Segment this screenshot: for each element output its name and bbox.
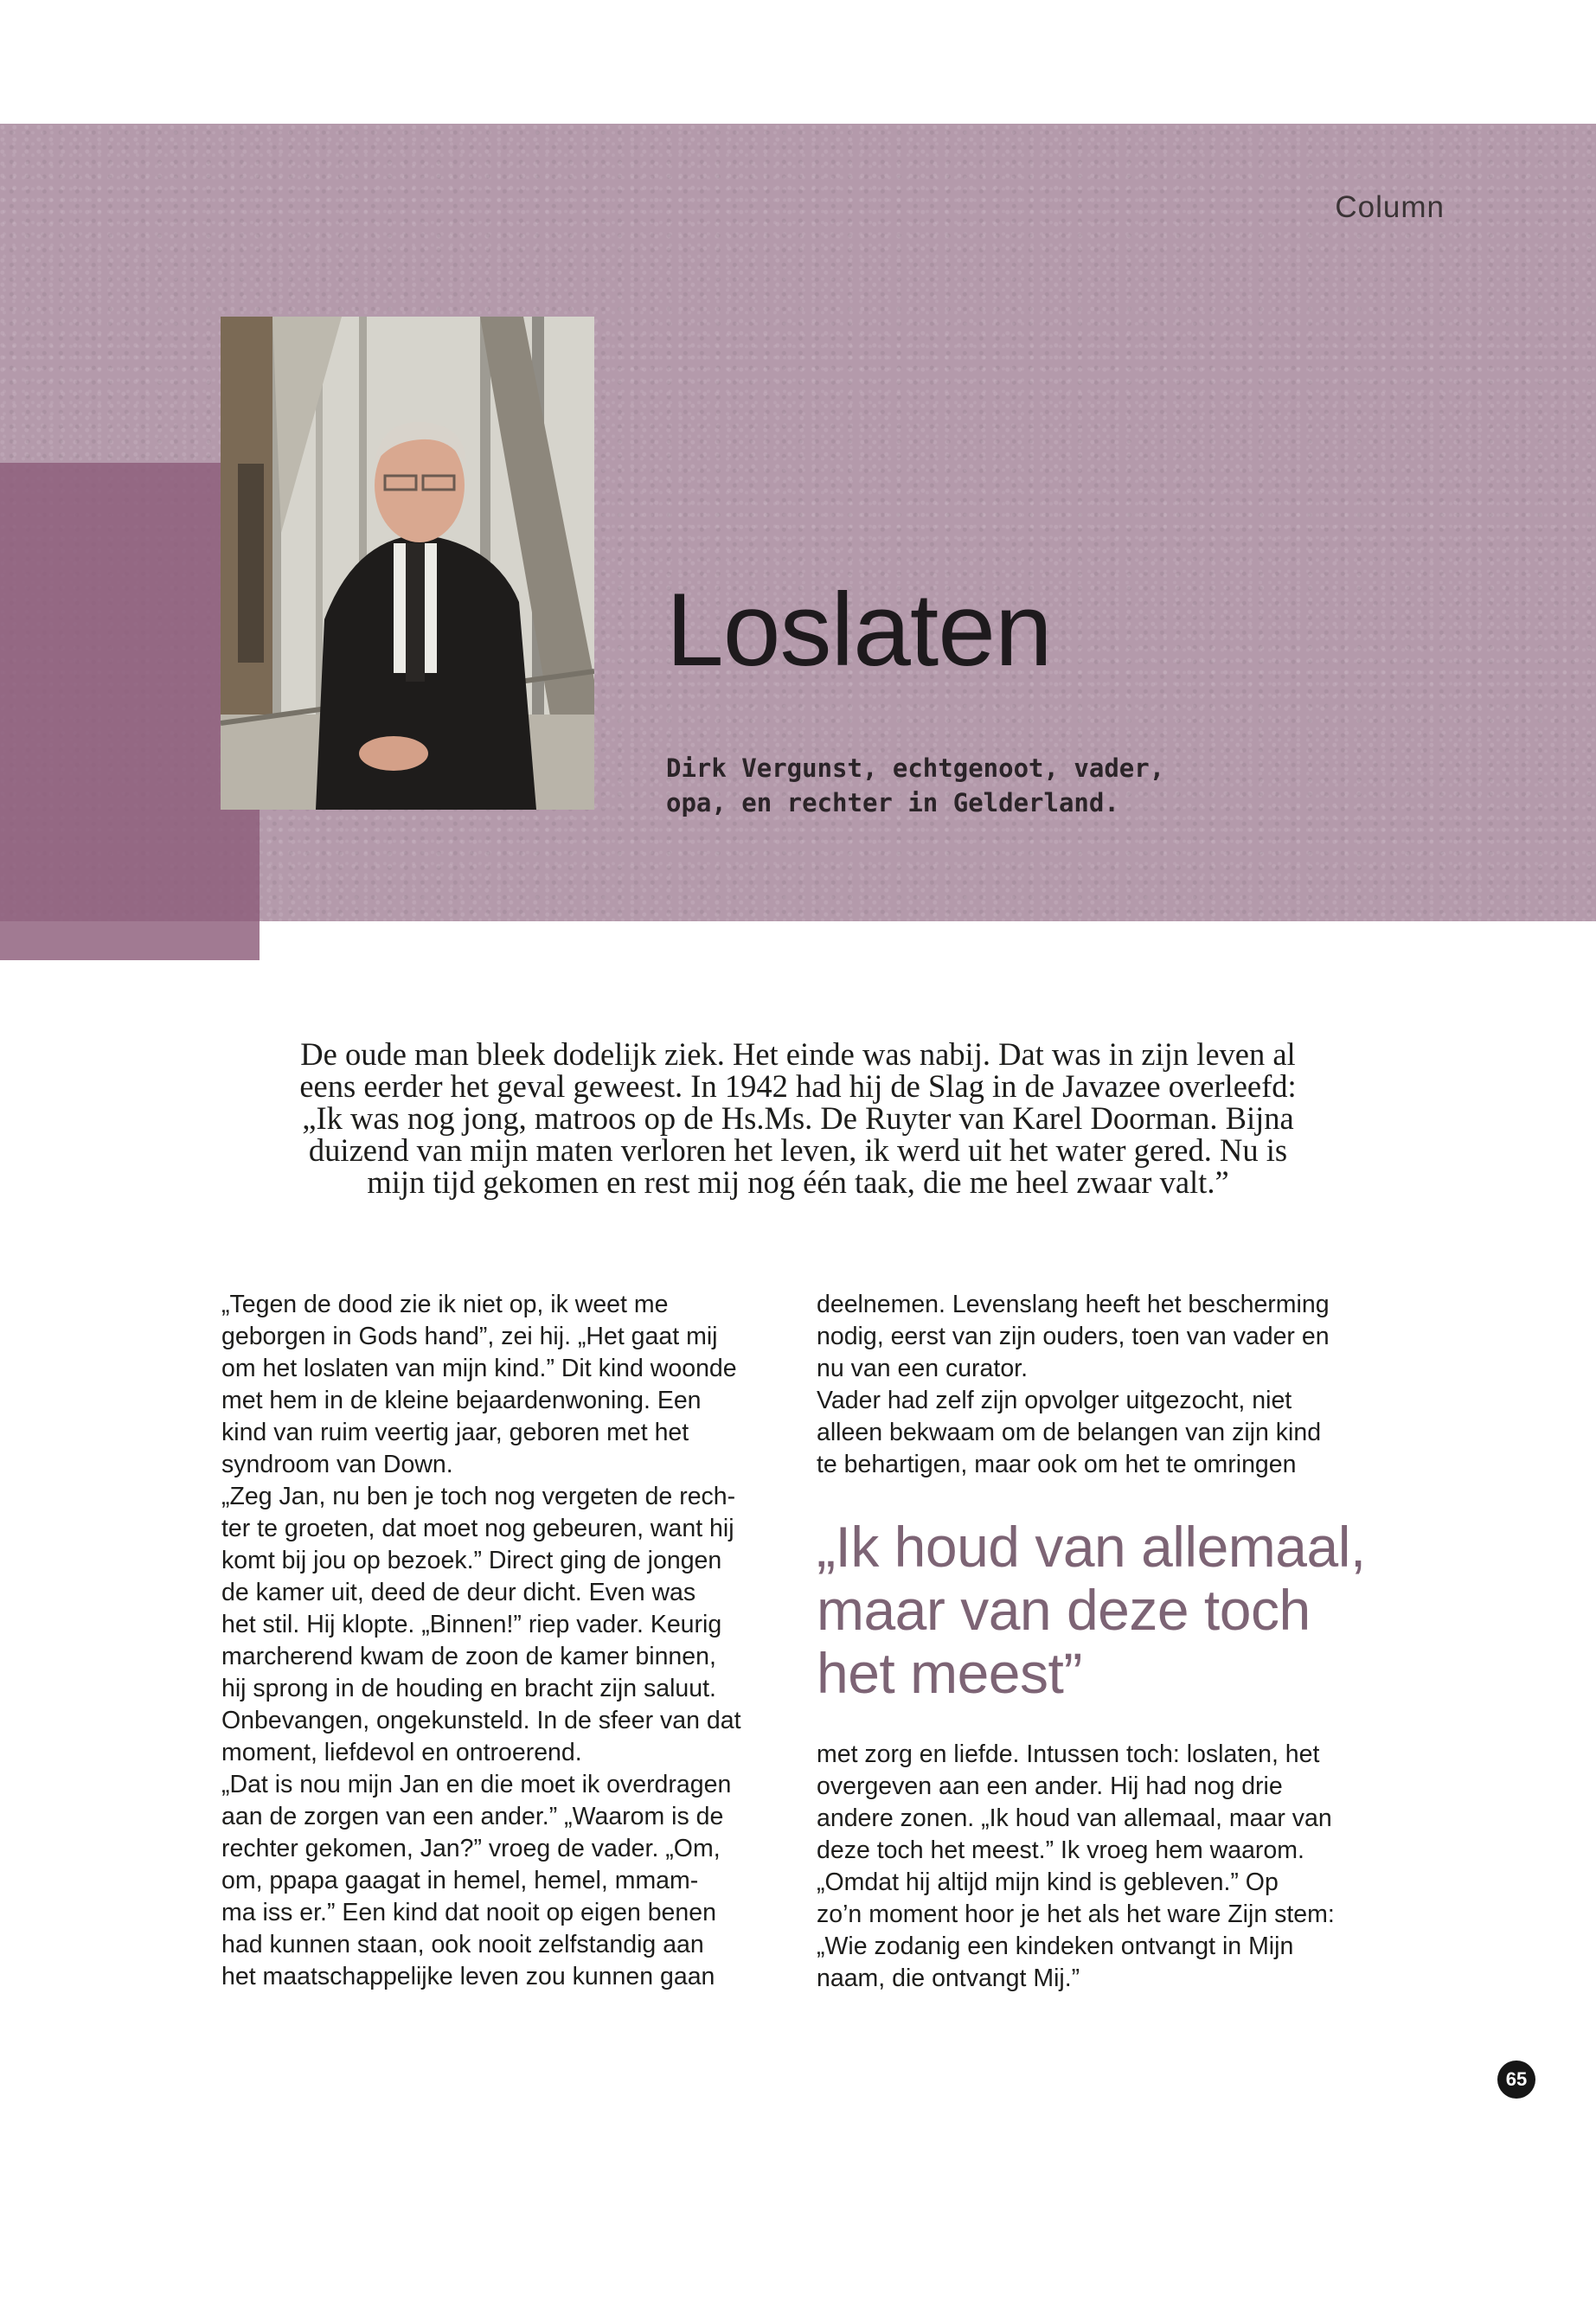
body-line: andere zonen. „Ik houd van allemaal, maar van <box>817 1804 1332 1832</box>
body-line: te behartigen, maar ook om het te omringen <box>817 1451 1297 1478</box>
body-line: had kunnen staan, ook nooit zelfstandig aan <box>221 1931 704 1958</box>
body-line: met zorg en liefde. Intussen toch: loslaten, het <box>817 1740 1320 1768</box>
body-line: hij sprong in de houding en bracht zijn saluut. <box>221 1675 716 1702</box>
section-label: Column <box>1335 190 1445 224</box>
body-line: de kamer uit, deed de deur dicht. Even was <box>221 1579 696 1606</box>
body-line: overgeven aan een ander. Hij had nog drie <box>817 1772 1283 1800</box>
author-byline <box>666 751 1358 820</box>
body-line: „Omdat hij altijd mijn kind is gebleven.” Op <box>817 1868 1279 1896</box>
body-line: „Dat is nou mijn Jan en die moet ik overdragen <box>221 1771 732 1798</box>
body-column-right-top <box>817 1289 1388 1481</box>
body-line: ter te groeten, dat moet nog gebeuren, want hij <box>221 1515 734 1542</box>
body-line: het stil. Hij klopte. „Binnen!” riep vader. Keurig <box>221 1611 722 1638</box>
body-line: „Tegen de dood zie ik niet op, ik weet me <box>221 1291 669 1318</box>
body-line: om, ppapa gaagat in hemel, hemel, mmam- <box>221 1867 699 1894</box>
byline-line: opa, en rechter in Gelderland. <box>666 788 1119 817</box>
intro-line: eens eerder het geval geweest. In 1942 had hij de Slag in de Javazee overleefd: <box>299 1068 1297 1104</box>
body-line: Vader had zelf zijn opvolger uitgezocht, niet <box>817 1387 1292 1414</box>
article-title: Loslaten <box>666 572 1052 688</box>
body-line: „Zeg Jan, nu ben je toch nog vergeten de rech- <box>221 1483 736 1510</box>
intro-line: duizend van mijn maten verloren het leven, ik werd uit het water gered. Nu is <box>308 1132 1288 1168</box>
intro-line: mijn tijd gekomen en rest mij nog één taak, die me heel zwaar valt.” <box>367 1164 1229 1200</box>
byline-line: Dirk Vergunst, echtgenoot, vader, <box>666 753 1165 783</box>
body-line: rechter gekomen, Jan?” vroeg de vader. „Om, <box>221 1835 721 1862</box>
body-line: nu van een curator. <box>817 1355 1029 1382</box>
pull-quote-line: maar van deze toch <box>817 1578 1311 1642</box>
body-line: deelnemen. Levenslang heeft het bescherming <box>817 1291 1330 1318</box>
body-line: aan de zorgen van een ander.” „Waarom is de <box>221 1803 724 1830</box>
body-line: naam, die ontvangt Mij.” <box>817 1965 1080 1992</box>
body-line: geborgen in Gods hand”, zei hij. „Het gaat mij <box>221 1323 718 1350</box>
intro-line: De oude man bleek dodelijk ziek. Het einde was nabij. Dat was in zijn leven al <box>300 1036 1296 1072</box>
body-line: „Wie zodanig een kindeken ontvangt in Mijn <box>817 1932 1294 1960</box>
intro-line: „Ik was nog jong, matroos op de Hs.Ms. De Ruyter van Karel Doorman. Bijna <box>302 1100 1294 1136</box>
body-line: om het loslaten van mijn kind.” Dit kind woonde <box>221 1355 737 1382</box>
body-column-left <box>221 1289 792 1993</box>
body-line: kind van ruim veertig jaar, geboren met het <box>221 1419 689 1446</box>
body-line: nodig, eerst van zijn ouders, toen van vader en <box>817 1323 1330 1350</box>
pull-quote-line: het meest” <box>817 1641 1082 1705</box>
pull-quote <box>817 1516 1422 1705</box>
pull-quote-line: „Ik houd van allemaal, <box>817 1515 1366 1579</box>
body-column-right-bottom <box>817 1739 1388 1995</box>
body-line: ma iss er.” Een kind dat nooit op eigen benen <box>221 1899 716 1926</box>
body-line: met hem in de kleine bejaardenwoning. Een <box>221 1387 702 1414</box>
page-number-badge: 65 <box>1497 2061 1535 2099</box>
body-line: het maatschappelijke leven zou kunnen gaan <box>221 1963 715 1990</box>
author-portrait <box>221 317 594 810</box>
body-line: moment, liefdevol en ontroerend. <box>221 1739 582 1766</box>
body-line: marcherend kwam de zoon de kamer binnen, <box>221 1643 716 1670</box>
body-line: deze toch het meest.” Ik vroeg hem waarom. <box>817 1836 1304 1864</box>
body-line: alleen bekwaam om de belangen van zijn kind <box>817 1419 1322 1446</box>
body-line: zo’n moment hoor je het als het ware Zijn stem: <box>817 1900 1335 1928</box>
body-line: syndroom van Down. <box>221 1451 453 1478</box>
intro-paragraph <box>234 1038 1362 1198</box>
body-line: Onbevangen, ongekunsteld. In de sfeer van dat <box>221 1707 741 1734</box>
body-line: komt bij jou op bezoek.” Direct ging de jongen <box>221 1547 722 1574</box>
